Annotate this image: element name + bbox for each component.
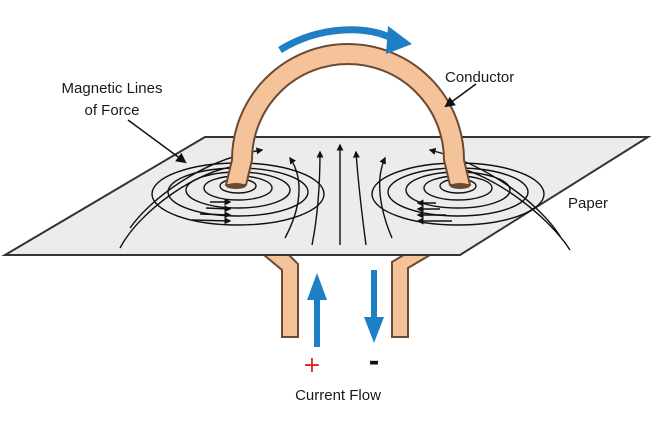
conductor-right-end <box>450 183 470 189</box>
magnetic-lines-pointer <box>128 120 185 162</box>
paper-sheet <box>5 137 648 255</box>
right-lead-wire <box>392 250 430 337</box>
conductor-label: Conductor <box>445 69 515 86</box>
left-lead-wire <box>264 252 298 337</box>
conductor-left-end <box>226 183 246 189</box>
up-arrow-icon <box>307 273 327 347</box>
magnetic-lines-label-2: of Force <box>84 102 140 119</box>
down-arrow-icon <box>364 270 384 343</box>
plus-sign: + <box>302 353 322 378</box>
current-flow-label: Current Flow <box>295 387 381 404</box>
magnetic-lines-label: Magnetic Lines <box>61 80 163 97</box>
minus-sign: - <box>368 347 380 377</box>
conductor-pointer <box>446 84 476 106</box>
paper-label: Paper <box>568 195 609 212</box>
